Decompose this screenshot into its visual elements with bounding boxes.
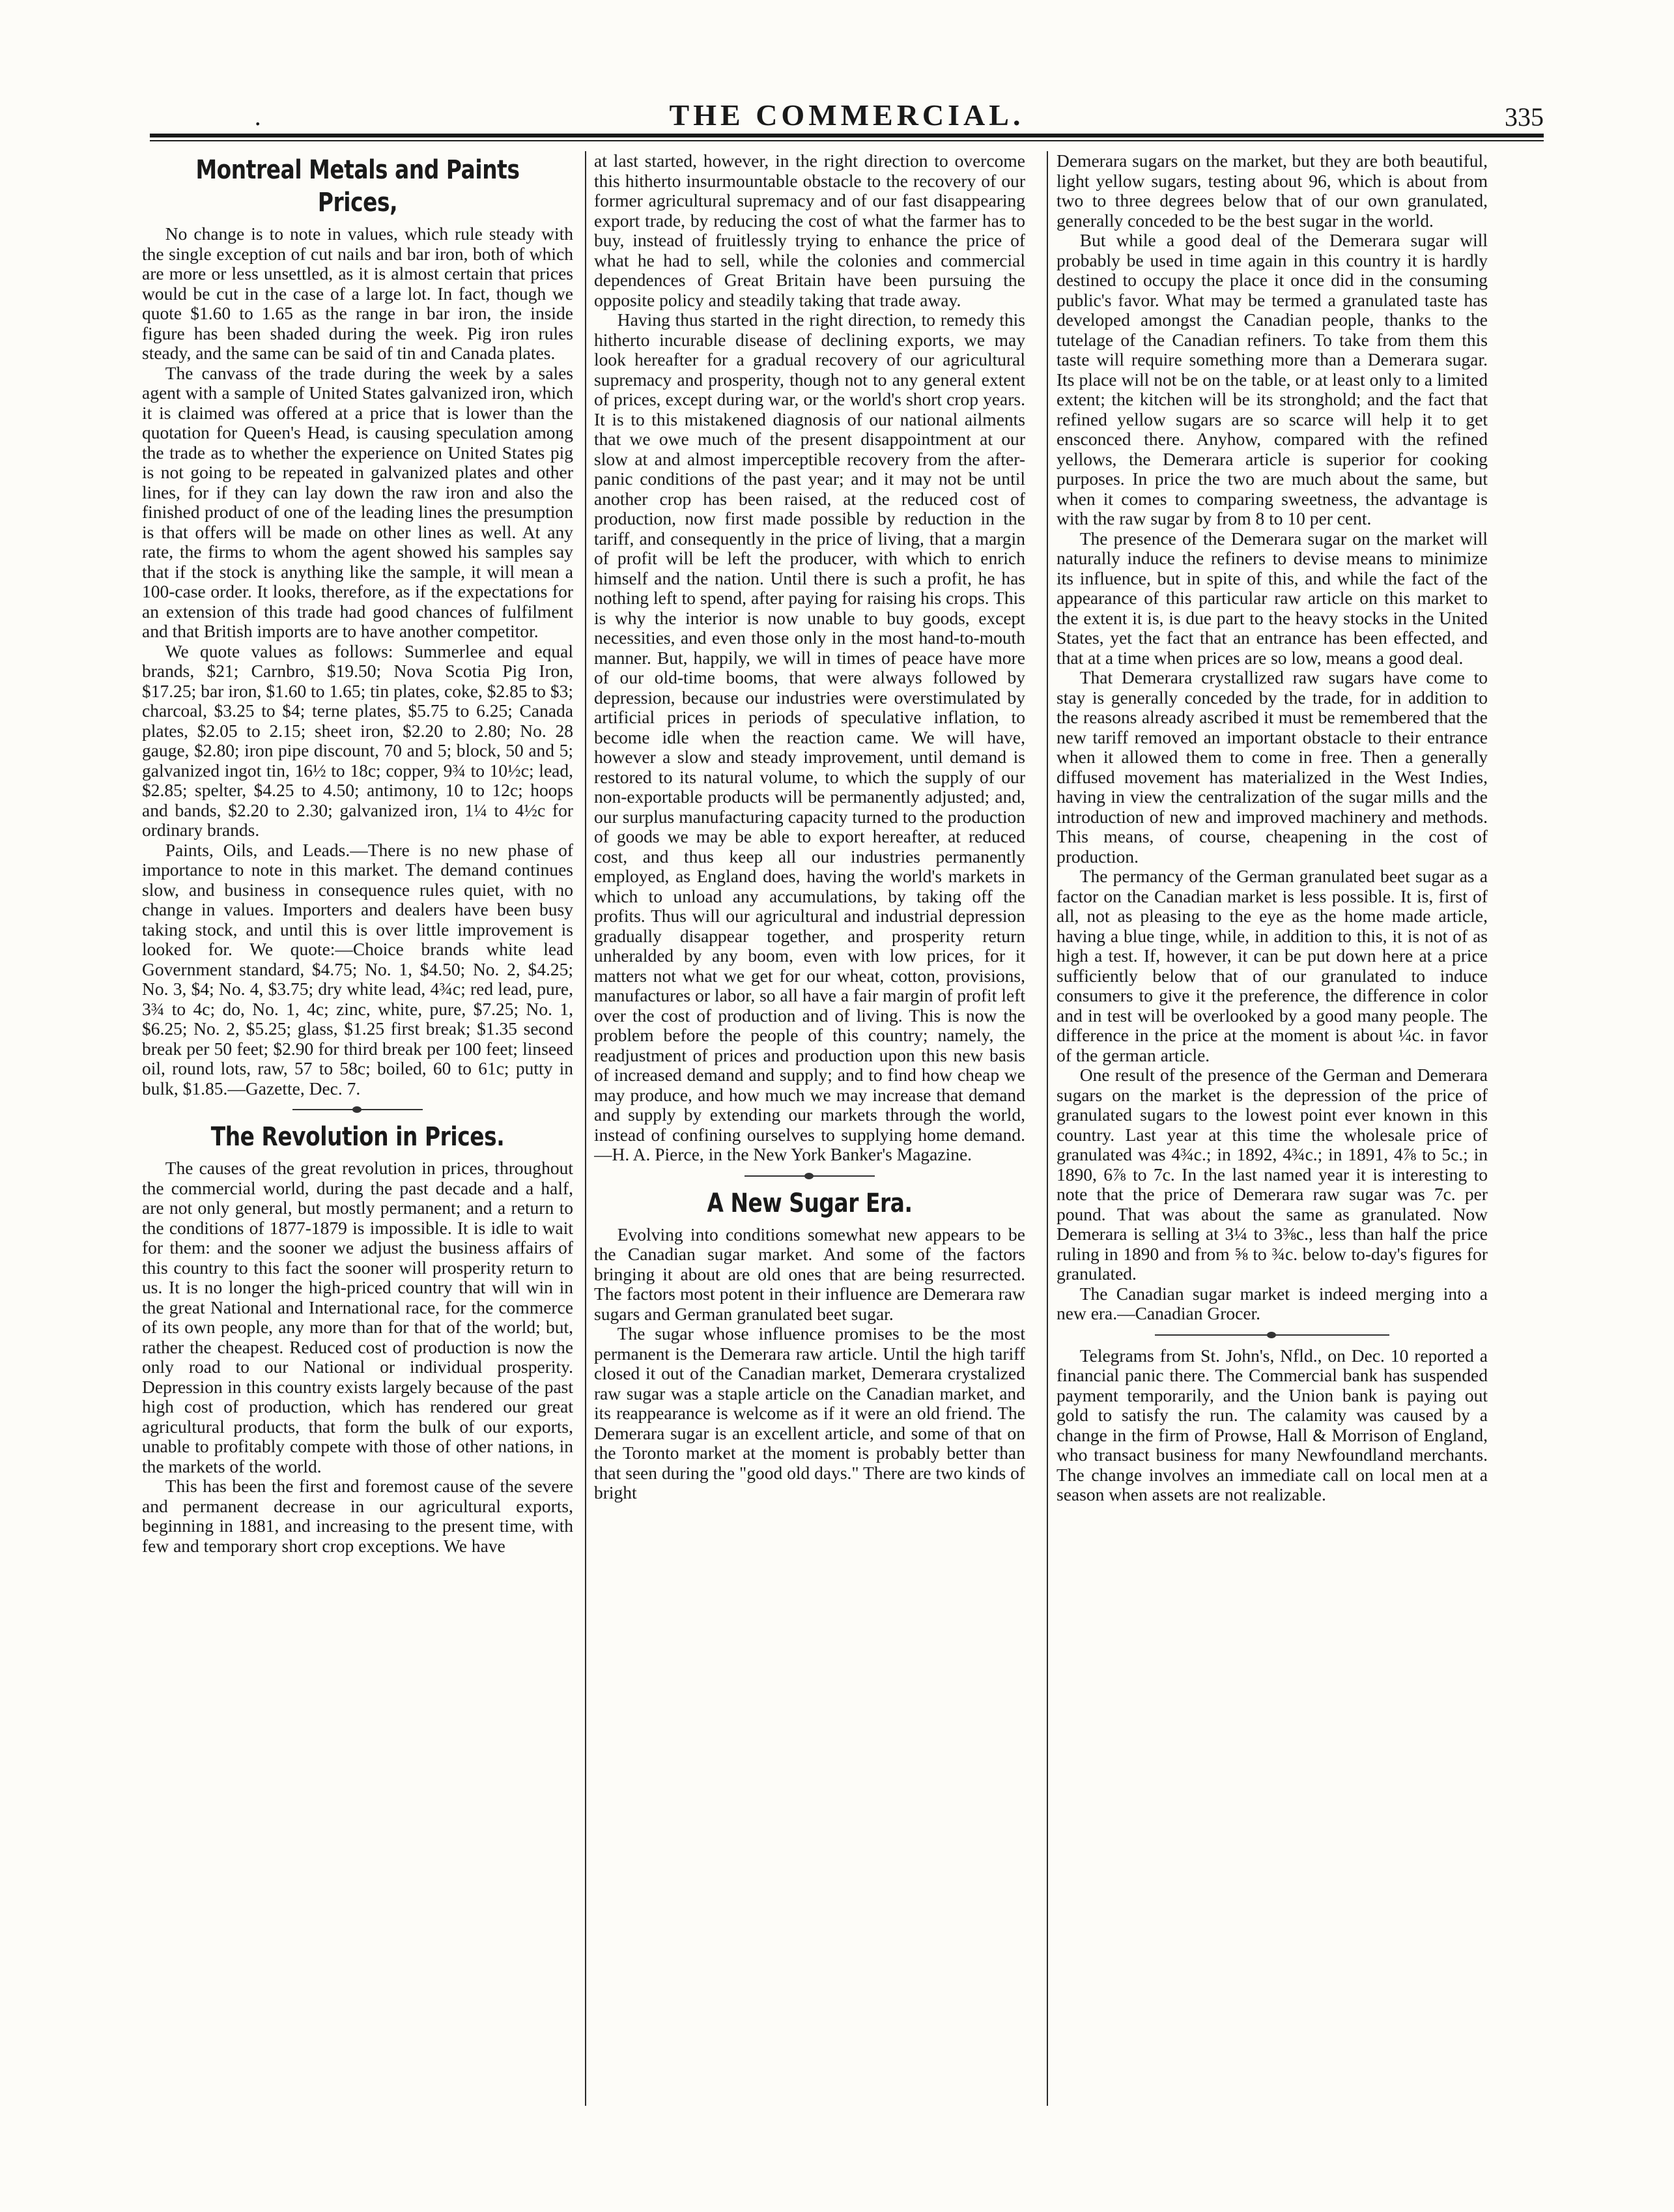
paragraph: But while a good deal of the Demerara sugar will probably be used in time again in this country it is hardly destined to occupy the place it once did in the consuming public's favor. What may be termed a granulated taste has developed amongst the Canadian people, thanks to the tutelage of the Canadian refiners. To take from them this taste will require something more than a Demerara sugar. Its place will not be on the table, or at least only to a limited extent; the kitchen will be its stronghold; and the fact that refined yellow sugars are so scarce will help it to get ensconced there. Anyhow, compared with the refined yellows, the Demerara article is superior for cooking purposes. In price the two are much about the same, but when it comes to comparing sweetness, the advantage is with the raw sugar by from 8 to 10 per cent. bbox=[1057, 230, 1488, 528]
paragraph: The presence of the Demerara sugar on the market will naturally induce the refiners to devise means to minimize its influence, but in spite of this, and while the fact of the appearance of this particular raw article on this market to the extent it is, is due part to the heavy stocks in the United States, yet the fact that an entrance has been effected, and that at a time when prices are so low, means a good deal. bbox=[1057, 528, 1488, 668]
column-2 bbox=[594, 151, 1025, 2119]
article-title-sugar: A New Sugar Era. bbox=[707, 1188, 913, 1218]
paragraph: Demerara sugars on the market, but they are both beautiful, light yellow sugars, testing about 96, which is about from two to three degrees below that of our own granulated, generally conceded to be the best sugar in the world. bbox=[1057, 151, 1488, 231]
paragraph: The causes of the great revolution in prices, throughout the commercial world, during the past decade and a half, are not only general, but mostly permanent; and a return to the conditions of 1877-1879 is impossible. It is idle to wait for them: and the sooner we adjust the business affairs of this country to this fact the sooner will prosperity return to us. It is no longer the high-priced country that will win in the great National and International race, for the commerce of its own people, any more than for that of the world; but, rather the cheapest. Reduced cost of production is now the only road to our National or individual prosperity. Depression in this country exists largely because of the past high cost of production, which has rendered our great agricultural products, that form the bulk of our exports, unable to profitably compete with those of other nations, in the markets of the world. bbox=[142, 1158, 573, 1476]
column-1 bbox=[142, 151, 573, 2119]
column-divider bbox=[585, 151, 586, 2106]
page-number: 335 bbox=[1505, 102, 1544, 132]
paragraph: at last started, however, in the right direction to overcome this hitherto insurmountable obstacle to the recovery of our former agricultural supremacy and of our fast disappearing export trade, by reducing the cost of what the farmer has to buy, instead of fruitlessly trying to enhance the price of what he had to sell, while the colonies and commercial dependences of Great Britain have been pursuing the opposite policy and steadily taking that trade away. bbox=[594, 151, 1025, 310]
paragraph: Telegrams from St. John's, Nfld., on Dec. 10 reported a financial panic there. The Commercial bank has suspended payment temporarily, and the Union bank is paying out gold to satisfy the run. The calamity was caused by a change in the firm of Prowse, Hall & Morrison of England, who transact business for many Newfoundland merchants. The change involves an immediate call on local men at a season when assets are not realizable. bbox=[1057, 1345, 1488, 1504]
paragraph: The sugar whose influence promises to be the most permanent is the Demerara raw article. Until the high tariff closed it out of the Canadian market, Demerara crystalized raw sugar was a staple article on the Canadian market, and its reappearance is welcome as if it were an old friend. The Demerara sugar is an excellent article, and some of that on the Toronto market at the moment is probably better than that seen during the "good old days." There are two kinds of bright bbox=[594, 1323, 1025, 1502]
column-divider bbox=[1047, 151, 1048, 2106]
article-separator bbox=[745, 1175, 875, 1177]
article-title-metals: Montreal Metals and Paints Prices, bbox=[195, 155, 520, 218]
paragraph: The Canadian sugar market is indeed merging into a new era.—Canadian Grocer. bbox=[1057, 1283, 1488, 1323]
masthead bbox=[150, 98, 1544, 137]
publication-title: THE COMMERCIAL. bbox=[669, 98, 1025, 132]
article-separator bbox=[1155, 1334, 1389, 1336]
paragraph: The permancy of the German granulated beet sugar as a factor on the Canadian market is less possible. It is, first of all, not as pleasing to the eye as the home made article, having a blue tinge, while, in addition to this, it is not of as high a test. If, however, it can be put down here at a price sufficiently below that of our granulated to induce consumers to give it the preference, the difference in color and in test will be overlooked by a good many people. The difference in the price at the moment is about ¼c. in favor of the german article. bbox=[1057, 866, 1488, 1065]
article-title-revolution: The Revolution in Prices. bbox=[210, 1122, 505, 1152]
paragraph: The canvass of the trade during the week by a sales agent with a sample of United States galvanized iron, which it is claimed was offered at a price that is lower than the quotation for Queen's Head, is causing speculation among the trade as to whether the experience on United States pig is not going to be repeated in galvanized plates and other lines, for if they can lay down the raw iron and also the finished product of one of the leading lines the presumption is that offers will be made on other lines as well. At any rate, the firms to whom the agent showed his samples say that if the stock is anything like the sample, it will mean a 100-case order. It looks, therefore, as if the expectations for an extension of this trade had good chances of fulfilment and that British imports are to have another competitor. bbox=[142, 362, 573, 641]
paragraph: Evolving into conditions somewhat new appears to be the Canadian sugar market. And some of the factors bringing it about are old ones that are being resurrected. The factors most potent in their influence are Demerara raw sugars and German granulated beet sugar. bbox=[594, 1224, 1025, 1324]
column-3 bbox=[1057, 151, 1488, 2119]
print-mark: . bbox=[254, 104, 262, 131]
header-rule-thick bbox=[150, 134, 1544, 137]
paragraph: Paints, Oils, and Leads.—There is no new phase of importance to note in this market. The demand continues slow, and business in consequence rules quiet, with no change in values. Importers and dealers have been busy taking stock, and until this is over little improvement is looked for. We quote:—Choice brands white lead Government standard, $4.75; No. 1, $4.50; No. 2, $4.25; No. 3, $4; No. 4, $3.75; dry white lead, 4¾c; red lead, pure, 3¾ to 4c; do, No. 1, 4c; zinc, white, pure, $7.25; No. 1, $6.25; No. 2, $5.25; glass, $1.25 first break; $1.35 second break per 50 feet; $2.90 for third break per 100 feet; linseed oil, round lots, raw, 57 to 58c; boiled, 60 to 61c; putty in bulk, $1.85.—Gazette, Dec. 7. bbox=[142, 839, 573, 1099]
paragraph: That Demerara crystallized raw sugars have come to stay is generally conceded by the trade, for in addition to the reasons already ascribed it must be remembered that the new tariff removed an important obstacle to their entrance when it allowed them to come in free. Then a generally diffused movement has materialized in the West Indies, having in view the centralization of the sugar mills and the introduction of new and improved machinery and methods. This means, of course, cheapening in the cost of production. bbox=[1057, 667, 1488, 867]
paragraph: We quote values as follows: Summerlee and equal brands, $21; Carnbro, $19.50; Nova Scotia Pig Iron, $17.25; bar iron, $1.60 to 1.65; tin plates, coke, $2.85 to $3; charcoal, $3.25 to $4; terne plates, $5.75 to 6.25; Canada plates, $2.05 to 2.15; sheet iron, $2.20 to 2.80; No. 28 gauge, $2.80; iron pipe discount, 70 and 5; block, 50 and 5; galvanized ingot tin, 16½ to 18c; copper, 9¾ to 10½c; lead, $2.85; spelter, $4.25 to 4.50; antimony, 10 to 12c; hoops and bands, $2.20 to 2.30; galvanized iron, 1¼ to 4½c for ordinary brands. bbox=[142, 640, 573, 840]
paragraph: Having thus started in the right direction, to remedy this hitherto incurable disease of declining exports, we may look hereafter for a gradual recovery of our agricultural supremacy and prosperity, though not to any general extent of prices, except during war, or the world's short crop years. It is to this mistakened diagnosis of our national ailments that we owe much of the present disappointment at our slow at and almost imperceptible recovery from the after-panic conditions of the past year; and it may not be until another crop has been raised, at the reduced cost of production, now first made possible by reduction in the tariff, and consequently in the price of living, that a margin of profit will be left the producer, with which to enrich himself and the nation. Until there is such a profit, he has nothing left to spend, after paying for raising his crops. This is why the interior is now unable to buy goods, except necessities, and even those only in the most hand-to-mouth manner. But, happily, we will in times of peace have more of our old-time booms, that were always followed by depression, because our industries were overstimulated by artificial prices in periods of speculative inflation, to become idle when the reaction came. We will have, however a slow and steady improvement, until demand is restored to its natural volume, to which the supply of our non-exportable products will be permanently adjusted; and, our surplus manufacturing capacity turned to the production of goods we may be able to export hereafter, at reduced cost, and thus keep all our industries permanently employed, as England does, having the world's markets in which to unload any accumulations, by taking off the profits. Thus will our agricultural and industrial depression gradually disappear together, and prosperity return unheralded by any boom, even with low prices, for it matters not what we get for our wheat, cotton, provisions, manufactures or labor, so all have a fair margin of profit left over the cost of production and of living. This is now the problem before the people of this country; namely, the readjustment of prices and production upon this new basis of increased demand and supply; and to find how cheap we may produce, and how much we may increase that demand and supply by extending our markets through the world, instead of confining ourselves to supplying home demand. —H. A. Pierce, in the New York Banker's Magazine. bbox=[594, 309, 1025, 1164]
paragraph: One result of the presence of the German and Demerara sugars on the market is the depression of the price of granulated sugars to the lowest point ever known in this country. Last year at this time the wholesale price of granulated was 4¾c.; in 1892, 4¾c.; in 1891, 4⅞ to 5c.; in 1890, 6⅞ to 7c. In the last named year it is interesting to note that the price of Demerara raw sugar was 7c. per pound. That was about the same as granulated. Now Demerara is selling at 3¼ to 3⅜c., less than half the price ruling in 1890 and from ⅝ to ¾c. below to-day's figures for granulated. bbox=[1057, 1065, 1488, 1284]
article-separator bbox=[292, 1109, 423, 1110]
header-rule-thin bbox=[150, 140, 1544, 141]
paragraph: No change is to note in values, which rule steady with the single exception of cut nails and bar iron, both of which are more or less unsettled, as it is almost certain that prices would be cut in the case of a large lot. In fact, though we quote $1.60 to 1.65 as the range in bar iron, the inside figure has been shaded during the week. Pig iron rules steady, and the same can be said of tin and Canada plates. bbox=[142, 223, 573, 363]
paragraph: This has been the first and foremost cause of the severe and permanent decrease in our agricultural exports, beginning in 1881, and increasing to the present time, with few and temporary short crop exceptions. We have bbox=[142, 1476, 573, 1556]
